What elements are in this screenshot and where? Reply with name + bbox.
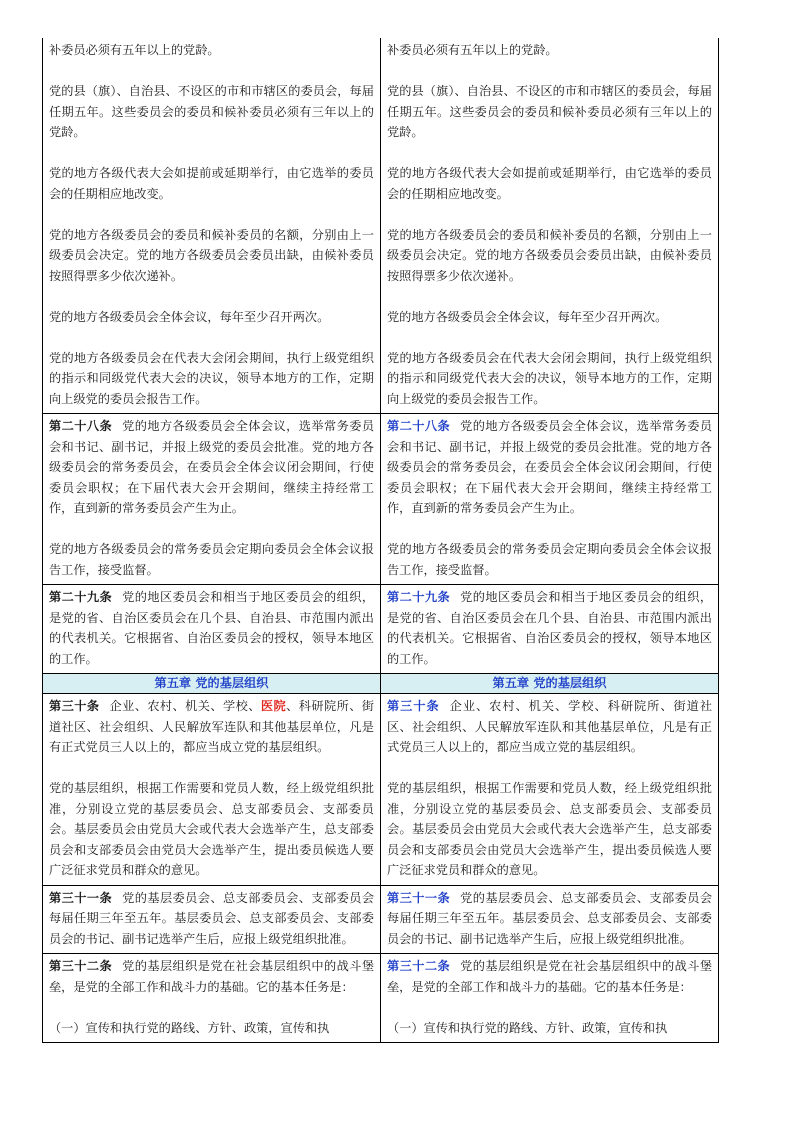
article-text: 党的地区委员会和相当于地区委员会的组织，是党的省、自治区委员会在几个县、自治县、市范围内派出的代表机关。它根据省、自治区委员会的授权，领导本地区的工作。 <box>387 590 713 666</box>
paragraph <box>49 416 374 519</box>
paragraph: 党的地方各级委员会的委员和候补委员的名额，分别由上一级委员会决定。党的地方各级委员会委员出缺，由候补委员按照得票多少依次递补。 <box>387 227 712 283</box>
article-text: 企业、农村、机关、学校、 <box>109 699 261 713</box>
paragraph: 党的县（旗）、自治县、不设区的市和市辖区的委员会，每届任期五年。这些委员会的委员和候补委员必须有三年以上的党龄。 <box>49 84 374 139</box>
paragraph: 党的地方各级委员会的常务委员会定期向委员会全体会议报告工作，接受监督。 <box>49 542 374 577</box>
article-number: 第三十条 <box>387 699 440 713</box>
article-text: 、科研院所、街道社区、社会组织、人民解放军连队和其他基层单位，凡是有正式党员三人以上的，都应当成立党的基层组织。 <box>49 699 374 754</box>
article-number: 第三十二条 <box>387 959 451 973</box>
left-cell-art29 <box>43 585 381 674</box>
right-cell-art28 <box>381 414 719 585</box>
article-number: 第三十一条 <box>387 890 451 905</box>
list-item: （一）宣传和执行党的路线、方针、政策，宣传和执 <box>49 1020 330 1035</box>
paragraph: 党的地方各级代表大会如提前或延期举行，由它选举的委员会的任期相应地改变。 <box>387 166 712 201</box>
article-text: 企业、农村、机关、学校、科研院所、街道社区、社会组织、人民解放军连队和其他基层单位，凡是有正式党员三人以上的，都应当成立党的基层组织。 <box>387 699 713 754</box>
paragraph <box>387 587 712 669</box>
article-number: 第二十八条 <box>387 419 451 433</box>
chapter-heading-right: 第五章 党的基层组织 <box>381 674 719 694</box>
article-number: 第二十九条 <box>49 590 113 604</box>
article-text: 党的地区委员会和相当于地区委员会的组织，是党的省、自治区委员会在几个县、自治县、市范围内派出的代表机关。它根据省、自治区委员会的授权，领导本地区的工作。 <box>49 590 375 666</box>
table-row <box>43 414 719 585</box>
chapter-row <box>43 674 719 694</box>
right-cell-art29 <box>381 585 719 674</box>
comparison-table <box>42 38 719 1043</box>
article-text: 党的地方各级委员会全体会议，选举常务委员会和书记、副书记，并报上级党的委员会批准。党的地方各级委员会的常务委员会，在委员会全体会议闭会期间，行使委员会职权；在下届代表大会开会期间，继续主持经常工作，直到新的常务委员会产生为止。 <box>387 419 713 515</box>
paragraph: 党的地方各级委员会在代表大会闭会期间，执行上级党组织的指示和同级党代表大会的决议，领导本地方的工作，定期向上级党的委员会报告工作。 <box>49 350 374 406</box>
paragraph: 党的县（旗）、自治县、不设区的市和市辖区的委员会，每届任期五年。这些委员会的委员和候补委员必须有三年以上的党龄。 <box>387 84 712 139</box>
article-text: 党的基层组织是党在社会基层组织中的战斗堡垒，是党的全部工作和战斗力的基础。它的基本任务是： <box>387 959 713 994</box>
paragraph: 党的地方各级委员会全体会议，每年至少召开两次。 <box>387 309 668 324</box>
article-text: 党的地方各级委员会全体会议，选举常务委员会和书记、副书记，并报上级党的委员会批准。党的地方各级委员会的常务委员会，在委员会全体会议闭会期间，行使委员会职权；在下届代表大会开会期间，继续主持经常工作，直到新的常务委员会产生为止。 <box>49 419 375 515</box>
table-row <box>43 885 719 954</box>
table-row <box>43 38 719 414</box>
list-item: （一）宣传和执行党的路线、方针、政策，宣传和执 <box>387 1020 668 1035</box>
left-cell-art32 <box>43 954 381 1043</box>
paragraph: 党的地方各级委员会全体会议，每年至少召开两次。 <box>49 309 330 324</box>
article-number: 第二十八条 <box>49 419 113 433</box>
left-cell-art27 <box>43 38 381 414</box>
left-cell-art28 <box>43 414 381 585</box>
table-row <box>43 585 719 674</box>
article-text: 党的基层组织是党在社会基层组织中的战斗堡垒，是党的全部工作和战斗力的基础。它的基本任务是： <box>49 959 375 994</box>
paragraph: 党的地方各级委员会的常务委员会定期向委员会全体会议报告工作，接受监督。 <box>387 542 712 577</box>
article-number: 第三十二条 <box>49 959 113 973</box>
left-cell-art31 <box>43 885 381 954</box>
paragraph <box>49 956 374 997</box>
article-number: 第三十一条 <box>49 890 113 905</box>
article-text: 党的基层委员会、总支部委员会、支部委员会每届任期三年至五年。基层委员会、总支部委员会、支部委员会的书记、副书记选举产生后，应报上级党组织批准。 <box>49 890 375 946</box>
article-number: 第三十条 <box>49 699 100 713</box>
paragraph <box>387 696 712 758</box>
paragraph: 党的基层组织，根据工作需要和党员人数，经上级党组织批准，分别设立党的基层委员会、总支部委员会、支部委员会。基层委员会由党员大会或代表大会选举产生，总支部委员会和支部委员会由党员大会选举产生，提出委员候选人要广泛征求党员和群众的意见。 <box>387 781 712 877</box>
highlighted-term: 医院 <box>260 699 287 713</box>
left-cell-art30 <box>43 694 381 886</box>
right-cell-art30 <box>381 694 719 886</box>
paragraph <box>49 696 374 758</box>
article-text: 党的基层委员会、总支部委员会、支部委员会每届任期三年至五年。基层委员会、总支部委员会、支部委员会的书记、副书记选举产生后，应报上级党组织批准。 <box>387 890 713 946</box>
table-row <box>43 954 719 1043</box>
article-number: 第二十九条 <box>387 590 451 604</box>
paragraph: 补委员必须有五年以上的党龄。 <box>387 43 558 57</box>
paragraph <box>49 888 374 950</box>
table-row <box>43 694 719 886</box>
right-cell-art31 <box>381 885 719 954</box>
right-cell-art27 <box>381 38 719 414</box>
paragraph <box>49 587 374 669</box>
paragraph <box>387 956 712 997</box>
paragraph: 党的地方各级委员会在代表大会闭会期间，执行上级党组织的指示和同级党代表大会的决议，领导本地方的工作，定期向上级党的委员会报告工作。 <box>387 350 712 406</box>
paragraph: 党的地方各级代表大会如提前或延期举行，由它选举的委员会的任期相应地改变。 <box>49 166 374 201</box>
paragraph <box>387 888 712 950</box>
comparison-table-page <box>42 38 718 1043</box>
paragraph: 党的地方各级委员会的委员和候补委员的名额，分别由上一级委员会决定。党的地方各级委员会委员出缺，由候补委员按照得票多少依次递补。 <box>49 227 374 283</box>
paragraph: 党的基层组织，根据工作需要和党员人数，经上级党组织批准，分别设立党的基层委员会、总支部委员会、支部委员会。基层委员会由党员大会或代表大会选举产生，总支部委员会和支部委员会由党员大会选举产生，提出委员候选人要广泛征求党员和群众的意见。 <box>49 781 374 877</box>
chapter-heading-left: 第五章 党的基层组织 <box>43 674 381 694</box>
right-cell-art32 <box>381 954 719 1043</box>
paragraph: 补委员必须有五年以上的党龄。 <box>49 43 220 57</box>
paragraph <box>387 416 712 519</box>
